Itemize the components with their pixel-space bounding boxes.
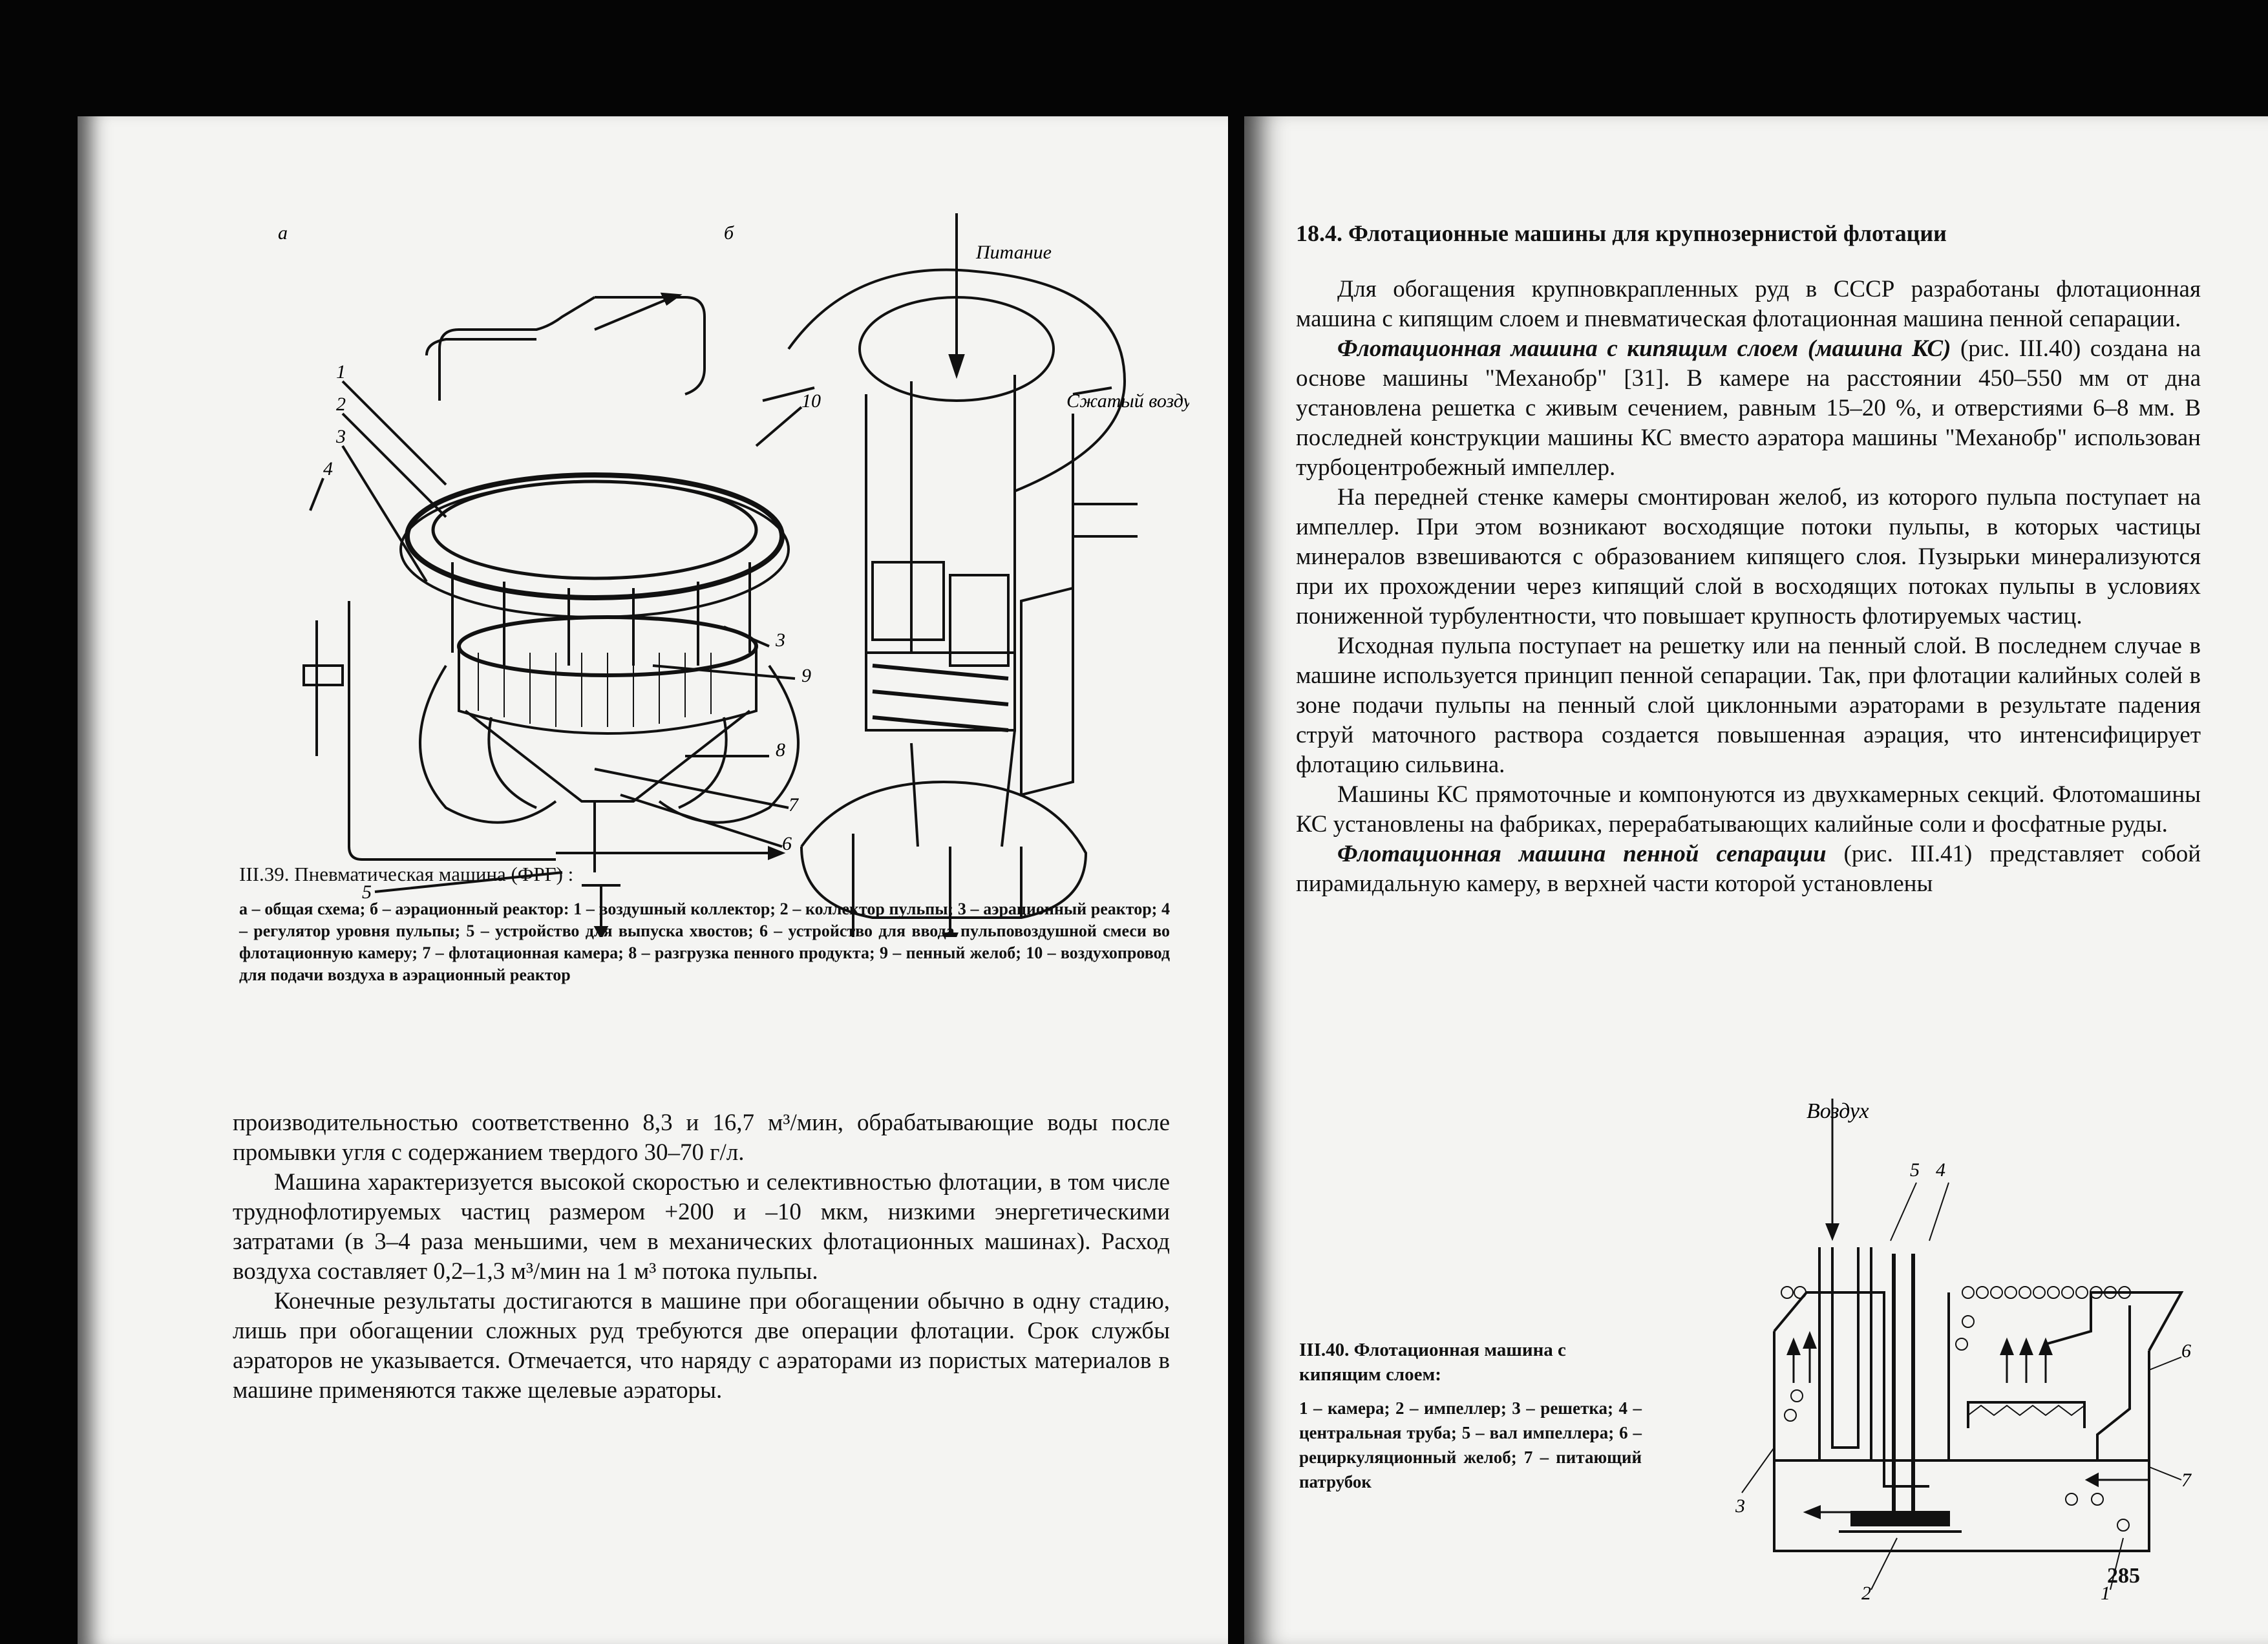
fig-callout-3: 3 bbox=[1735, 1495, 1745, 1517]
figure-iii-40-drawing bbox=[1735, 1099, 2201, 1603]
callout-8: 8 bbox=[776, 739, 785, 761]
page-number: 285 bbox=[2107, 1564, 2140, 1588]
left-paragraph-1: производительностью соответственно 8,3 и 16,7 м³/мин, обрабатывающие воды после промывки угля с содержанием твердого 30–70 г/л. bbox=[233, 1110, 1170, 1166]
fig-callout-5: 5 bbox=[1910, 1159, 1920, 1181]
callout-3b: 3 bbox=[776, 629, 785, 651]
section-heading: 18.4. Флотационные машины для крупнозернистой флотации bbox=[1296, 220, 1947, 246]
caption-title-iii-39: III.39. Пневматическая машина (ФРГ) : bbox=[239, 863, 574, 885]
caption-body-iii-40: 1 – камера; 2 – импеллер; 3 – решетка; 4 – центральная труба; 5 – вал импеллера; 6 – рециркуляционный желоб; 7 – питающий патрубок bbox=[1299, 1398, 1642, 1491]
figure-label-b: б bbox=[724, 222, 734, 244]
term-ks-machine: Флотационная машина с кипящим слоем (машина КС) bbox=[1337, 335, 1951, 362]
figure-label-a: а bbox=[278, 222, 288, 244]
figure-iii-39-drawing bbox=[233, 200, 1189, 937]
caption-body-iii-39: а – общая схема; б – аэрационный реактор: 1 – воздушный коллектор; 2 – коллектор пульпы; 3 – аэрационный реактор; 4 – регулятор уровня пульпы; 5 – устройство для выпуска хвостов; 6 – устройство для ввода пульповоздушной смеси во флотационную камеру; 7 – флотационная камера; 8 – разгрузка пенного продукта; 9 – пенный желоб; 10 – воздухопровод для подачи воздуха в аэрационный реактор bbox=[239, 900, 1170, 984]
left-paragraph-3: Конечные результаты достигаются в машине при обогащении обычно в одну стадию, лишь при обогащении сложных руд требуются две операции флотации. Срок службы аэраторов не указывается. Отмечается, что наряду с аэраторами из пористых материалов в машине применяются также щелевые аэраторы. bbox=[233, 1288, 1170, 1404]
callout-9: 9 bbox=[801, 665, 811, 686]
callout-4: 4 bbox=[323, 458, 333, 480]
right-paragraph-3: На передней стенке камеры смонтирован желоб, из которого пульпа поступает на импеллер. При этом возникают восходящие потоки пульпы, в которых частицы минералов взвешиваются с образованием кипящего слоя. Пузырьки минерализуются при их прохождении через кипящий слой в восходящих потоках пульпы в условиях пониженной турбулентности, что повышает крупность флотируемых частиц. bbox=[1296, 484, 2201, 629]
fig-callout-7: 7 bbox=[2181, 1470, 2191, 1491]
right-paragraph-5: Машины КС прямоточные и компонуются из двухкамерных секций. Флотомашины КС установлены на фабриках, перерабатывающих калийные соли и фосфатные руды. bbox=[1296, 781, 2201, 838]
caption-title-iii-40: III.40. Флотационная машина с кипящим слоем: bbox=[1299, 1340, 1566, 1385]
figure-iii-39 bbox=[233, 200, 1189, 937]
fig-callout-1: 1 bbox=[2101, 1583, 2110, 1603]
right-page bbox=[1244, 116, 2268, 1644]
figure-feed-label: Питание bbox=[976, 242, 1052, 263]
callout-5: 5 bbox=[362, 881, 372, 903]
term-foam-separation: Флотационная машина пенной сепарации bbox=[1337, 841, 1827, 867]
right-paragraph-6 bbox=[1296, 839, 2201, 899]
right-body-text bbox=[1296, 275, 2201, 899]
right-paragraph-6-text: (рис. III.41) представляет собой пирамидальную камеру, в верхней части которой установлены bbox=[1296, 841, 2201, 897]
right-paragraph-4: Исходная пульпа поступает на решетку или на пенный слой. В последнем случае в машине используется принцип пенной сепарации. Так, при флотации калийных солей в зоне подачи пульпы на пенный слой циклонными аэраторами в результате падения струй маточного раствора создается повышенная аэрация, что интенсифицирует флотацию сильвина. bbox=[1296, 633, 2201, 778]
fig-callout-4: 4 bbox=[1936, 1159, 1945, 1181]
callout-2: 2 bbox=[336, 394, 346, 415]
callout-3a: 3 bbox=[336, 426, 346, 447]
figure-air-label-iii-40: Воздух bbox=[1807, 1099, 1869, 1123]
right-paragraph-1: Для обогащения крупновкрапленных руд в СССР разработаны флотационная машина с кипящим слоем и пневматическая флотационная машина пенной сепарации. bbox=[1296, 276, 2201, 332]
right-paragraph-2-text: (рис. III.40) создана на основе машины "Механобр" [31]. В камере на расстоянии 450–550 мм от дна установлена решетка с живым сечением, равным 15–20 %, и отверстиями 6–8 мм. В последней конструкции машины КС вместо аэратора машины "Механобр" использован турбоцентробежный импеллер. bbox=[1296, 335, 2201, 481]
figure-air-label: Сжатый воздух bbox=[1066, 390, 1189, 412]
callout-1: 1 bbox=[336, 361, 346, 383]
callout-7: 7 bbox=[789, 794, 798, 816]
figure-iii-40 bbox=[1735, 1099, 2201, 1603]
fig-callout-2: 2 bbox=[1861, 1583, 1871, 1603]
right-paragraph-2 bbox=[1296, 334, 2201, 483]
fig-callout-6: 6 bbox=[2181, 1340, 2191, 1362]
left-page bbox=[78, 116, 1228, 1644]
left-body-text bbox=[233, 1108, 1170, 1406]
left-paragraph-2: Машина характеризуется высокой скоростью и селективностью флотации, в том числе труднофлотируемых частиц размером +200 и –10 мкм, низкими энергетическими затратами (в 3–4 раза меньшими, чем в механических флотационных машинах). Расход воздуха составляет 0,2–1,3 м³/мин на 1 м³ потока пульпы. bbox=[233, 1169, 1170, 1285]
callout-6: 6 bbox=[782, 833, 792, 854]
callout-10: 10 bbox=[801, 390, 821, 412]
